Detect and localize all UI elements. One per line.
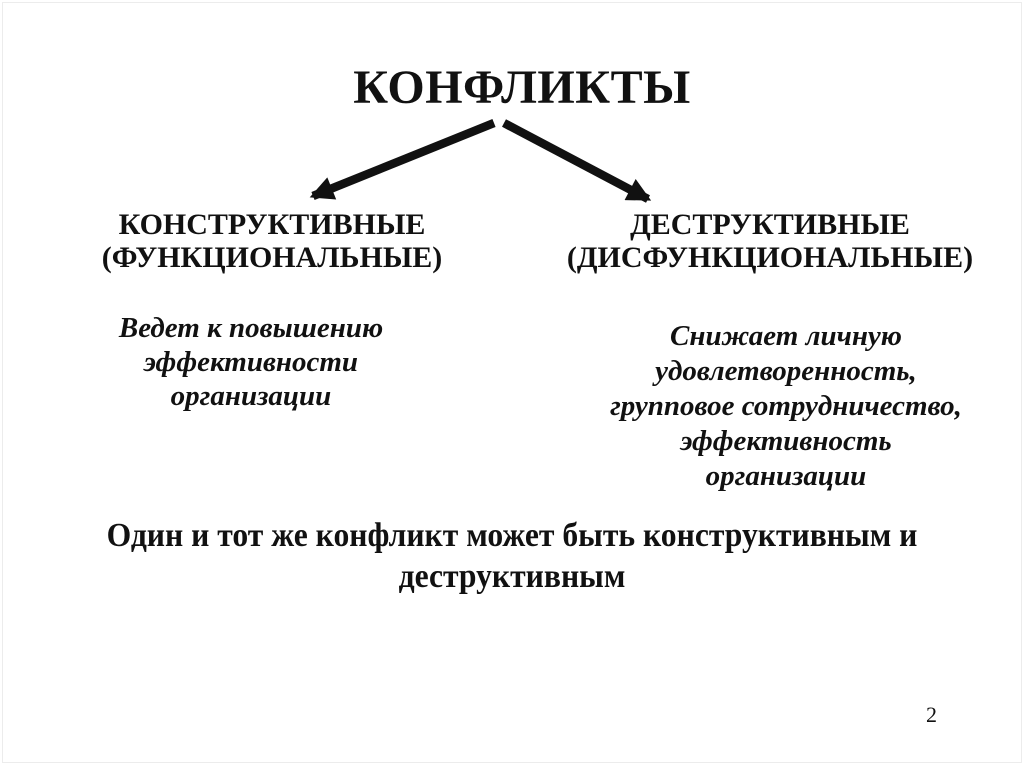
page-number: 2 xyxy=(926,702,937,727)
arrow-right-icon xyxy=(504,123,648,199)
conclusion-text: Один и тот же конфликт может быть конструктивным и деструктивным xyxy=(106,517,918,595)
right-branch-heading: ДЕСТРУКТИВНЫЕ (ДИСФУНКЦИОНАЛЬНЫЕ) xyxy=(566,208,974,274)
left-branch-heading: КОНСТРУКТИВНЫЕ (ФУНКЦИОНАЛЬНЫЕ) xyxy=(101,208,443,274)
left-branch-description: Ведет к повышению эффективности организации xyxy=(118,312,384,412)
right-branch-description: Снижает личную удовлетворенность, групповое сотрудничество, эффективность организации xyxy=(610,320,962,492)
slide-title: КОНФЛИКТЫ xyxy=(353,61,691,114)
arrow-left-icon xyxy=(313,123,494,196)
